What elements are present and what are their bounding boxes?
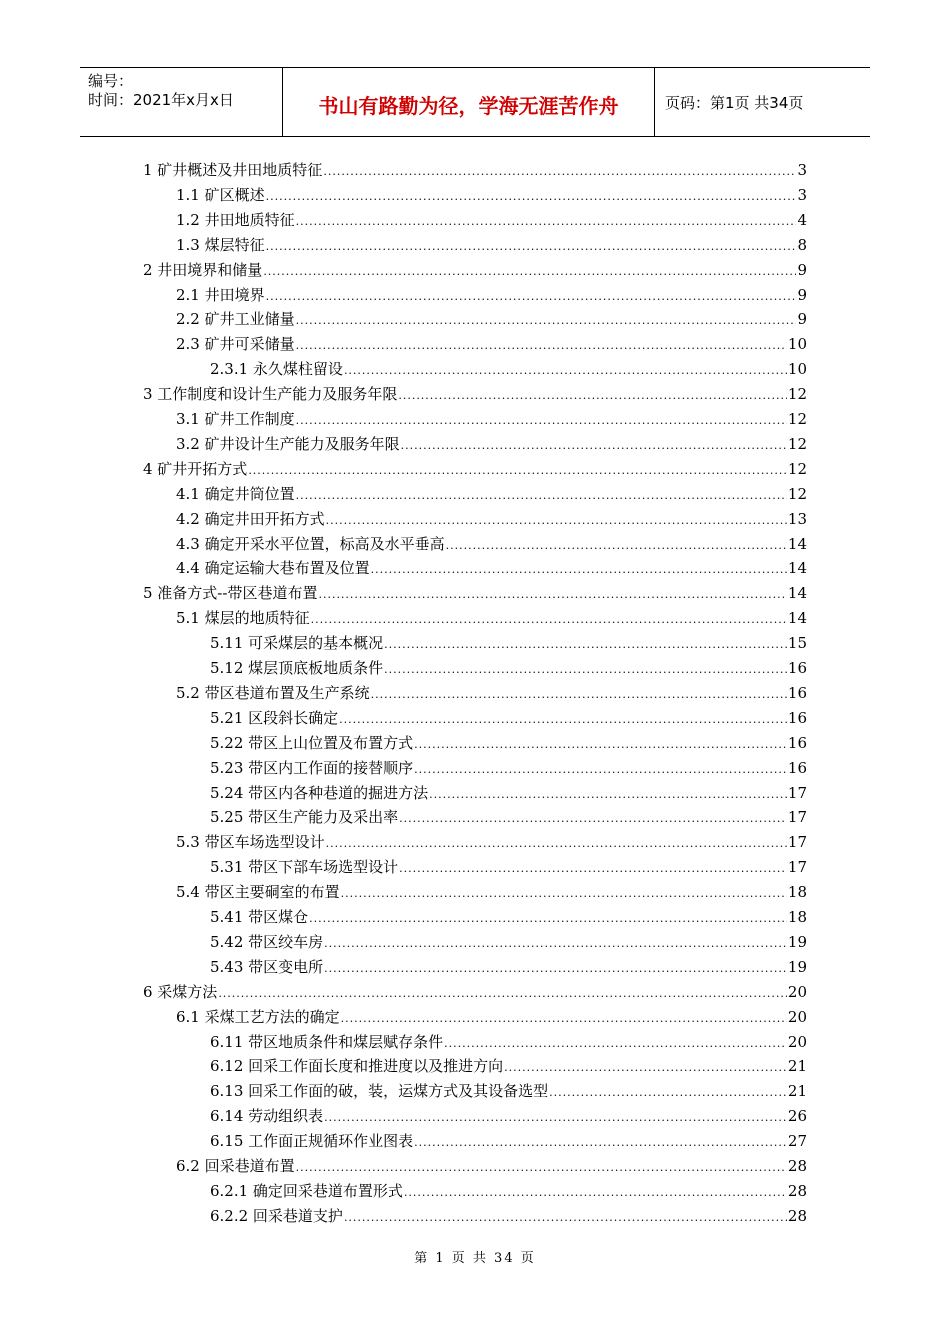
toc-leader-dots — [248, 459, 787, 481]
toc-entry[interactable] — [176, 233, 807, 257]
header-meta — [80, 68, 283, 136]
toc-entry-page: 26 — [787, 1107, 807, 1126]
toc-entry-page: 27 — [787, 1132, 807, 1151]
toc-entry-title: 6.15 工作面正规循环作业图表 — [210, 1132, 414, 1151]
toc-leader-dots — [296, 484, 787, 506]
toc-entry[interactable] — [176, 556, 807, 580]
toc-entry[interactable] — [210, 357, 807, 381]
toc-entry[interactable] — [210, 631, 807, 655]
toc-leader-dots — [444, 1032, 787, 1054]
toc-entry-title: 5.41 带区煤仓 — [210, 908, 309, 926]
toc-leader-dots — [404, 1181, 787, 1203]
toc-entry-page: 14 — [787, 534, 807, 553]
toc-entry[interactable] — [210, 1079, 807, 1103]
toc-entry[interactable] — [210, 1204, 807, 1228]
toc-entry-page: 14 — [787, 584, 807, 603]
header-motto: 书山有路勤为径，学海无涯苦作舟 — [283, 68, 655, 136]
toc-entry-title: 5.31 带区下部车场选型设计 — [210, 858, 399, 877]
toc-entry-page: 17 — [787, 783, 807, 802]
toc-entry-title: 6.13 回采工作面的破，装，运煤方式及其设备选型 — [210, 1082, 549, 1101]
toc-entry-title: 5.43 带区变电所 — [210, 957, 324, 976]
toc-entry[interactable] — [176, 880, 807, 904]
document-date: 时间：2021年x月x日 — [88, 91, 234, 109]
toc-entry[interactable] — [210, 781, 807, 805]
toc-entry-title: 2.3.1 永久煤柱留设 — [210, 360, 343, 379]
toc-entry-title: 3 工作制度和设计生产能力及服务年限 — [143, 385, 398, 404]
toc-entry[interactable] — [210, 1054, 807, 1078]
toc-leader-dots — [344, 359, 787, 381]
toc-entry-page: 9 — [797, 260, 807, 279]
toc-leader-dots — [399, 807, 787, 829]
toc-entry-page: 16 — [787, 758, 807, 777]
toc-entry-title: 5 准备方式--带区巷道布置 — [143, 584, 318, 603]
toc-entry[interactable] — [210, 1030, 807, 1054]
toc-leader-dots — [371, 683, 787, 705]
toc-leader-dots — [344, 1206, 787, 1228]
toc-leader-dots — [318, 583, 786, 605]
toc-leader-dots — [504, 1056, 787, 1078]
toc-entry-title: 1.1 矿区概述 — [176, 185, 265, 204]
toc-leader-dots — [549, 1081, 787, 1103]
toc-entry-page: 19 — [787, 932, 807, 951]
toc-entry-page: 3 — [797, 185, 807, 204]
toc-entry-title: 4.3 确定开采水平位置，标高及水平垂高 — [176, 534, 445, 553]
toc-entry[interactable] — [143, 457, 807, 481]
toc-entry-page: 9 — [797, 310, 807, 329]
toc-entry[interactable] — [210, 731, 807, 755]
toc-entry[interactable] — [143, 980, 807, 1004]
toc-leader-dots — [296, 334, 787, 356]
toc-leader-dots — [266, 285, 797, 307]
toc-entry-title: 6.11 带区地质条件和煤层赋存条件 — [210, 1032, 444, 1051]
toc-entry-title: 1.3 煤层特征 — [176, 235, 265, 254]
toc-entry-title: 4 矿井开拓方式 — [143, 459, 248, 478]
toc-entry-page: 28 — [787, 1157, 807, 1175]
toc-leader-dots — [446, 534, 787, 556]
toc-entry-title: 2.3 矿井可采储量 — [176, 335, 295, 354]
toc-entry-title: 3.2 矿井设计生产能力及服务年限 — [176, 434, 400, 453]
toc-entry-page: 18 — [787, 883, 807, 902]
page-header — [80, 67, 870, 137]
toc-leader-dots — [323, 160, 796, 182]
toc-entry-page: 28 — [787, 1206, 807, 1225]
toc-entry-title: 4.1 确定井筒位置 — [176, 484, 295, 503]
toc-entry-page: 10 — [787, 335, 807, 354]
toc-entry-title: 5.25 带区生产能力及采出率 — [210, 808, 399, 827]
toc-entry[interactable] — [210, 805, 807, 829]
toc-entry[interactable] — [210, 1104, 807, 1128]
toc-entry-page: 14 — [787, 609, 807, 628]
toc-entry[interactable] — [176, 1154, 807, 1178]
toc-entry-title: 5.23 带区内工作面的接替顺序 — [210, 758, 414, 777]
toc-entry-page: 21 — [787, 1082, 807, 1101]
toc-entry[interactable] — [143, 581, 807, 605]
toc-leader-dots — [399, 857, 787, 879]
toc-entry-title: 5.42 带区绞车房 — [210, 932, 324, 951]
toc-entry-page: 12 — [787, 484, 807, 503]
toc-entry[interactable] — [143, 382, 807, 406]
toc-leader-dots — [341, 1007, 787, 1029]
toc-entry-page: 15 — [787, 634, 807, 653]
toc-entry-title: 6.2.1 确定回采巷道布置形式 — [210, 1181, 403, 1200]
toc-leader-dots — [296, 309, 797, 331]
toc-entry-page: 8 — [797, 235, 807, 254]
toc-entry-title: 5.11 可采煤层的基本概况 — [210, 634, 384, 653]
toc-entry-title: 1 矿井概述及井田地质特征 — [143, 161, 323, 179]
toc-leader-dots — [324, 1106, 787, 1128]
toc-entry-title: 5.22 带区上山位置及布置方式 — [210, 733, 414, 752]
toc-entry-title: 5.21 区段斜长确定 — [210, 708, 339, 727]
toc-entry[interactable] — [210, 955, 807, 979]
toc-entry[interactable] — [176, 606, 807, 630]
toc-entry-page: 9 — [797, 285, 807, 304]
toc-entry-page: 20 — [787, 1032, 807, 1051]
toc-entry[interactable] — [176, 332, 807, 356]
toc-leader-dots — [324, 957, 787, 979]
toc-leader-dots — [266, 235, 797, 257]
toc-entry[interactable] — [176, 507, 807, 531]
toc-entry[interactable] — [210, 930, 807, 954]
toc-entry[interactable] — [176, 283, 807, 307]
toc-entry[interactable] — [176, 183, 807, 207]
document-number: 编号： — [88, 72, 134, 90]
toc-entry-title: 4.2 确定井田开拓方式 — [176, 509, 325, 528]
toc-leader-dots — [384, 633, 787, 655]
toc-leader-dots — [324, 932, 787, 954]
toc-entry[interactable] — [176, 830, 807, 854]
toc-entry-page: 16 — [787, 733, 807, 752]
toc-entry[interactable] — [176, 407, 807, 431]
toc-leader-dots — [296, 1156, 787, 1178]
toc-entry-page: 3 — [797, 161, 807, 179]
toc-entry[interactable] — [176, 1005, 807, 1029]
toc-entry-page: 16 — [787, 659, 807, 677]
toc-leader-dots — [401, 434, 787, 456]
toc-entry-title: 2.1 井田境界 — [176, 285, 265, 304]
toc-entry-page: 16 — [787, 708, 807, 727]
toc-entry[interactable] — [143, 258, 807, 282]
toc-entry-page: 17 — [787, 858, 807, 877]
toc-entry-page: 14 — [787, 559, 807, 578]
toc-leader-dots — [309, 907, 787, 929]
toc-entry-title: 6.12 回采工作面长度和推进度以及推进方向 — [210, 1057, 504, 1076]
toc-leader-dots — [266, 185, 797, 207]
toc-leader-dots — [384, 658, 787, 680]
toc-entry[interactable] — [210, 905, 807, 929]
toc-leader-dots — [341, 882, 787, 904]
toc-entry-page: 17 — [787, 833, 807, 852]
toc-entry-title: 5.12 煤层顶底板地质条件 — [210, 659, 384, 677]
toc-entry[interactable] — [143, 158, 807, 182]
toc-entry[interactable] — [210, 1179, 807, 1203]
toc-entry-page: 21 — [787, 1057, 807, 1076]
toc-entry[interactable] — [176, 208, 807, 232]
toc-leader-dots — [398, 384, 787, 406]
toc-entry-title: 5.24 带区内各种巷道的掘进方法 — [210, 783, 429, 802]
toc-leader-dots — [414, 758, 787, 780]
toc-leader-dots — [326, 509, 787, 531]
toc-entry-title: 5.2 带区巷道布置及生产系统 — [176, 683, 370, 702]
toc-entry-page: 17 — [787, 808, 807, 827]
toc-entry-title: 5.3 带区车场选型设计 — [176, 833, 325, 852]
toc-entry-page: 18 — [787, 908, 807, 926]
toc-leader-dots — [326, 832, 787, 854]
toc-entry-title: 1.2 井田地质特征 — [176, 210, 295, 229]
toc-entry-title: 4.4 确定运输大巷布置及位置 — [176, 559, 370, 578]
toc-leader-dots — [339, 708, 787, 730]
toc-leader-dots — [263, 260, 796, 282]
toc-entry[interactable] — [176, 432, 807, 456]
toc-entry[interactable] — [210, 855, 807, 879]
toc-entry-page: 12 — [787, 385, 807, 404]
toc-leader-dots — [311, 608, 787, 630]
toc-leader-dots — [414, 733, 787, 755]
toc-leader-dots — [414, 1131, 787, 1153]
toc-entry[interactable] — [176, 482, 807, 506]
toc-entry-page: 20 — [787, 1007, 807, 1026]
toc-entry-page: 12 — [787, 459, 807, 478]
toc-entry-title: 5.4 带区主要硐室的布置 — [176, 883, 340, 902]
toc-entry[interactable] — [210, 756, 807, 780]
toc-entry[interactable] — [210, 706, 807, 730]
toc-entry[interactable] — [176, 681, 807, 705]
toc-entry[interactable] — [176, 307, 807, 331]
toc-entry-page: 12 — [787, 434, 807, 453]
toc-entry-page: 4 — [797, 210, 807, 229]
toc-entry-page: 16 — [787, 683, 807, 702]
toc-entry-page: 28 — [787, 1181, 807, 1200]
toc-entry-title: 6.2 回采巷道布置 — [176, 1157, 295, 1175]
toc-entry-page: 13 — [787, 509, 807, 528]
toc-entry-title: 2.2 矿井工业储量 — [176, 310, 295, 329]
toc-entry-title: 6.14 劳动组织表 — [210, 1107, 324, 1126]
page-footer: 第 1 页 共 34 页 — [414, 1251, 536, 1266]
toc-entry-page: 20 — [787, 982, 807, 1001]
toc-entry-title: 5.1 煤层的地质特征 — [176, 609, 310, 628]
toc-entry-page: 12 — [787, 410, 807, 428]
toc-entry-title: 2 井田境界和储量 — [143, 260, 263, 279]
toc-leader-dots — [429, 783, 787, 805]
toc-entry-page: 19 — [787, 957, 807, 976]
header-page-indicator: 页码：第1页 共34页 — [665, 93, 804, 112]
toc-entry[interactable] — [176, 532, 807, 556]
toc-entry-title: 3.1 矿井工作制度 — [176, 410, 295, 428]
toc-leader-dots — [296, 409, 787, 431]
toc-entry-page: 10 — [787, 360, 807, 379]
toc-leader-dots — [218, 982, 787, 1004]
toc-entry-title: 6.2.2 回采巷道支护 — [210, 1206, 343, 1225]
toc-entry-title: 6.1 采煤工艺方法的确定 — [176, 1007, 340, 1026]
toc-leader-dots — [296, 210, 797, 232]
toc-entry-title: 6 采煤方法 — [143, 982, 218, 1001]
toc-leader-dots — [371, 558, 787, 580]
toc-entry[interactable] — [210, 656, 807, 680]
toc-entry[interactable] — [210, 1129, 807, 1153]
